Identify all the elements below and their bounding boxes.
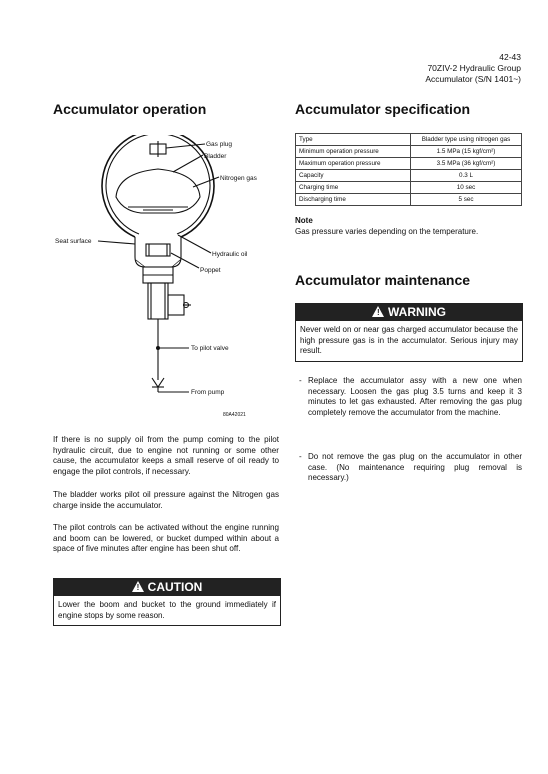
spec-value: Bladder type using nitrogen gas <box>411 134 522 146</box>
spec-row <box>296 194 522 206</box>
label-nitrogen-gas: Nitrogen gas <box>220 175 257 182</box>
label-to-pilot-valve: To pilot valve <box>191 345 229 352</box>
caution-header <box>54 579 280 596</box>
caution-title: CAUTION <box>147 580 203 594</box>
label-bladder: Bladder <box>204 153 227 160</box>
spec-value: 3.5 MPa (36 kgf/cm²) <box>411 158 522 170</box>
spec-label: Charging time <box>296 182 411 194</box>
item-dash: - <box>299 376 302 385</box>
spec-row <box>296 182 522 194</box>
label-gas-plug: Gas plug <box>206 141 233 148</box>
warning-triangle-icon: ! <box>372 306 384 317</box>
warning-text: Never weld on or near gas charged accumulator because the high pressure gas is in the accumulator. Serious injury may result. <box>300 325 518 356</box>
spec-row <box>296 146 522 158</box>
note-text: Gas pressure varies depending on the temperature. <box>295 227 479 236</box>
section-title: Accumulator (S/N 1401~) <box>425 74 521 84</box>
spec-label: Discharging time <box>296 194 411 206</box>
operation-paragraph: The bladder works pilot oil pressure against the Nitrogen gas charge inside the accumulator. <box>53 490 279 510</box>
maintenance-item <box>299 376 522 418</box>
accumulator-diagram <box>53 135 283 420</box>
label-from-pump: From pump <box>191 389 225 396</box>
item-text: Do not remove the gas plug on the accumulator in other case. (No maintenance requiring plug removal is necessary.) <box>308 452 522 483</box>
operation-heading: Accumulator operation <box>53 101 207 117</box>
operation-paragraph: If there is no supply oil from the pump coming to the pilot hydraulic circuit, due to engine not running or some other cause, the accumulator keeps a small reserve of oil ready to engage the pilot controls, if necessary. <box>53 435 279 476</box>
label-hydraulic-oil: Hydraulic oil <box>212 251 248 258</box>
page-number: 42-43 <box>499 52 521 62</box>
figure-id: 80A42021 <box>223 412 246 418</box>
item-dash: - <box>299 452 302 461</box>
specification-table <box>295 133 522 206</box>
note-title: Note <box>295 216 313 225</box>
spec-value: 5 sec <box>411 194 522 206</box>
item-text: Replace the accumulator assy with a new one when necessary. Loosen the gas plug 3.5 turns and keep it 3 minutes to let gas exhausted. After removing the gas plug completely remove the accumulator from the machine. <box>308 376 522 417</box>
label-poppet: Poppet <box>200 267 221 274</box>
maintenance-heading: Accumulator maintenance <box>295 272 471 288</box>
spec-row <box>296 134 522 146</box>
warning-box <box>295 303 523 362</box>
group-title: 70ZIV-2 Hydraulic Group <box>427 63 521 73</box>
spec-value: 0.3 L <box>411 170 522 182</box>
warning-triangle-icon: ! <box>132 581 144 592</box>
caution-box <box>53 578 281 626</box>
page-header <box>425 52 521 85</box>
spec-value: 1.5 MPa (15 kgf/cm²) <box>411 146 522 158</box>
caution-text: Lower the boom and bucket to the ground immediately if engine stops by some reason. <box>58 600 276 620</box>
operation-paragraph: The pilot controls can be activated without the engine running and boom can be lowered, or bucket dumped within about a space of five minutes after engine has been shut off. <box>53 523 279 554</box>
warning-title: WARNING <box>388 305 446 319</box>
spec-label: Capacity <box>296 170 411 182</box>
spec-row <box>296 158 522 170</box>
maintenance-item <box>299 452 522 484</box>
warning-header <box>296 304 522 321</box>
spec-label: Minimum operation pressure <box>296 146 411 158</box>
spec-label: Type <box>296 134 411 146</box>
spec-value: 10 sec <box>411 182 522 194</box>
spec-row <box>296 170 522 182</box>
spec-label: Maximum operation pressure <box>296 158 411 170</box>
specification-heading: Accumulator specification <box>295 101 471 117</box>
label-seat-surface: Seat surface <box>55 238 92 245</box>
